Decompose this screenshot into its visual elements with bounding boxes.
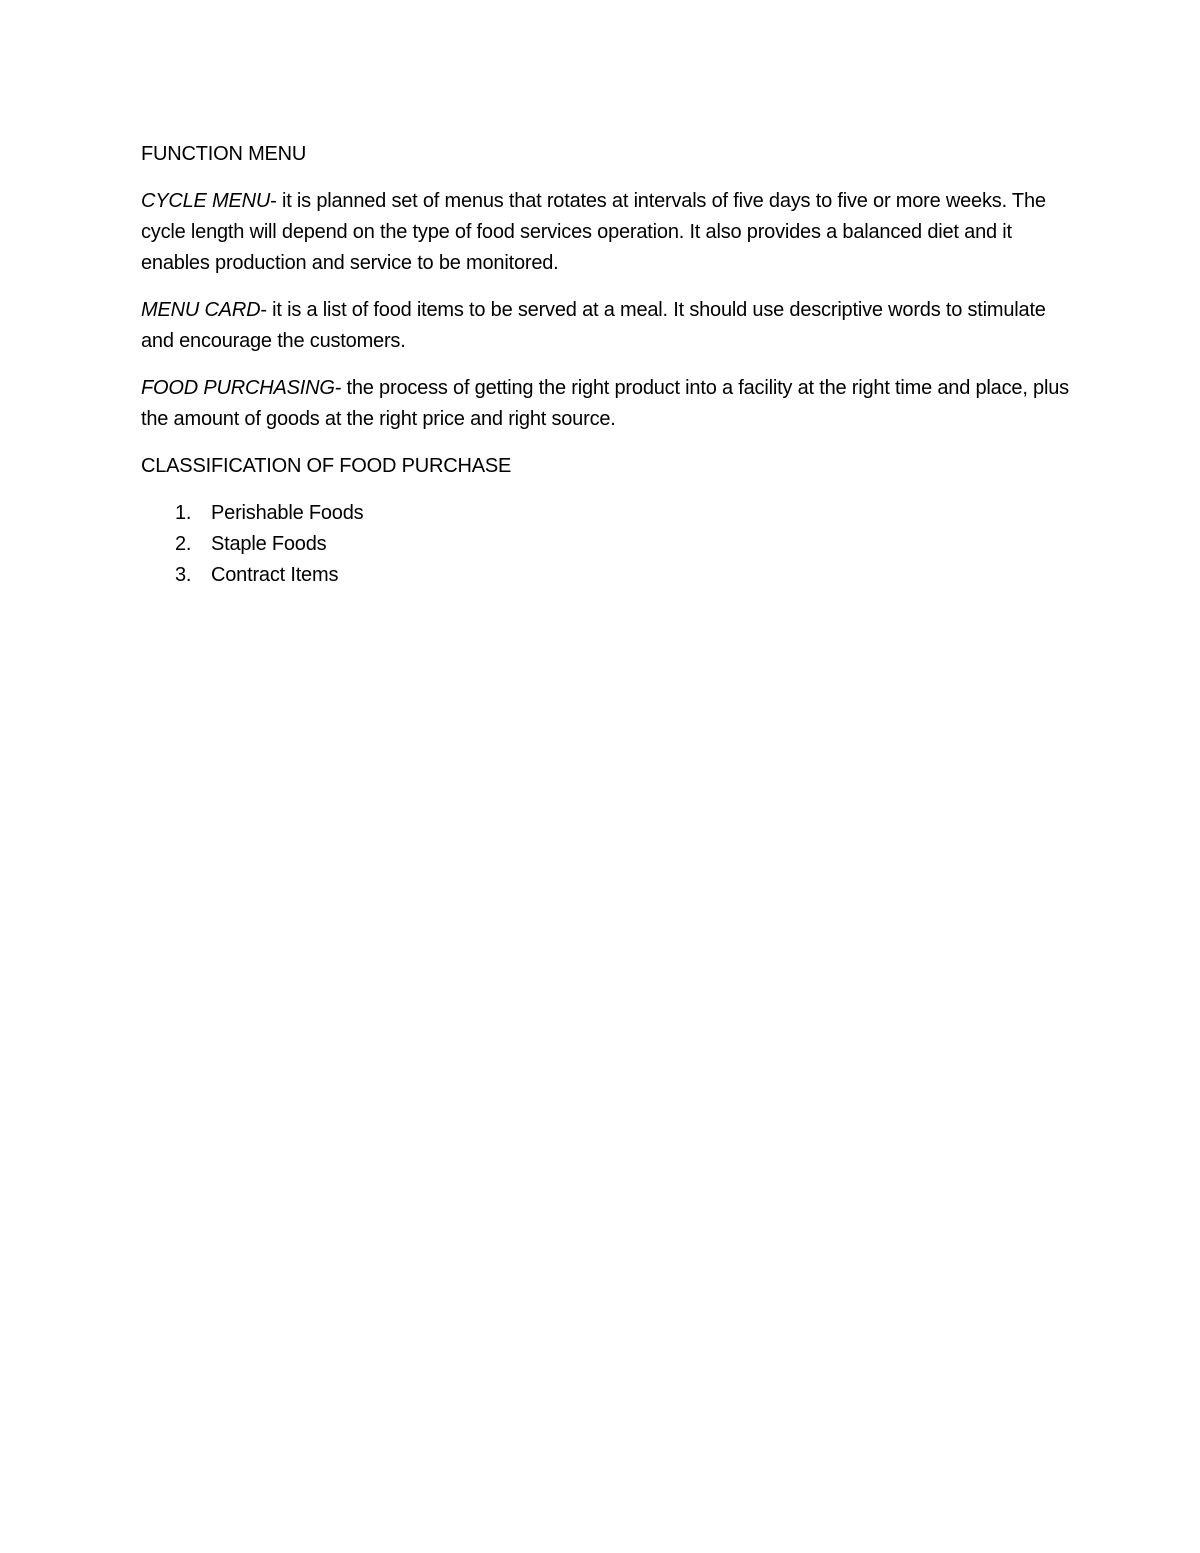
food-purchasing-definition: the process of getting the right product into a facility at the right time and place, plus the amount of goods at the right price and right source.: [141, 377, 1069, 430]
list-item-label: Perishable Foods: [211, 502, 364, 524]
menu-card-definition: - it is a list of food items to be served at a meal. It should use descriptive words to stimulate and encourage the customers.: [141, 299, 1046, 352]
document-title: FUNCTION MENU: [141, 143, 307, 165]
list-item-number: 1.: [175, 502, 192, 524]
list-item: [141, 529, 1071, 560]
list-item-number: 3.: [175, 564, 192, 586]
list-item: [141, 560, 1071, 591]
list-item-label: Contract Items: [211, 564, 339, 586]
classification-heading: CLASSIFICATION OF FOOD PURCHASE: [141, 455, 512, 477]
cycle-menu-paragraph: [141, 186, 1071, 279]
list-item-label: Staple Foods: [211, 533, 327, 555]
menu-card-term: MENU CARD: [141, 299, 261, 321]
menu-card-paragraph: [141, 295, 1071, 357]
food-purchasing-paragraph: [141, 373, 1071, 435]
cycle-menu-term: CYCLE MENU: [141, 190, 271, 212]
food-purchasing-term: FOOD PURCHASING-: [141, 377, 342, 399]
list-item-number: 2.: [175, 533, 192, 555]
classification-list: [141, 498, 1071, 591]
document-body: [141, 139, 1071, 591]
cycle-menu-definition: - it is planned set of menus that rotates at intervals of five days to five or more weeks. The cycle length will depend on the type of food services operation. It also provides a balanced diet and it enables production and service to be monitored.: [141, 190, 1046, 274]
list-item: [141, 498, 1071, 529]
